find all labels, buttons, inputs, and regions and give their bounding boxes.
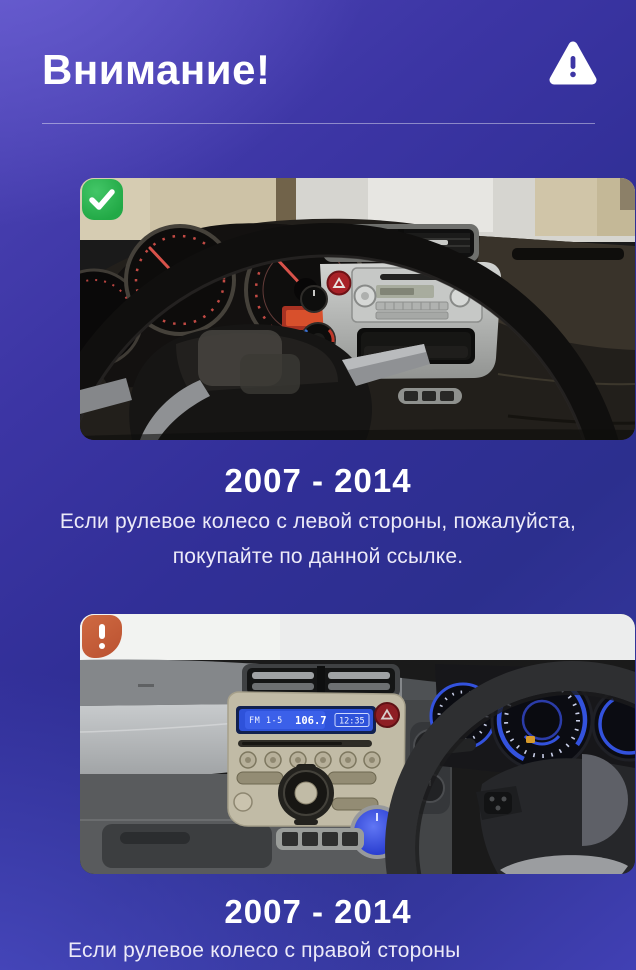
radio-lcd: [236, 706, 376, 734]
check-badge: [82, 179, 123, 220]
description-line: покупайте по данной ссылке.: [172, 545, 464, 568]
lower-buttons: [276, 828, 364, 850]
divider: [42, 123, 595, 124]
dashboard-photo-rhd: [80, 614, 635, 874]
description-line: Если рулевое колесо с левой стороны, пожалуйста,: [59, 510, 577, 533]
glovebox-tray: [102, 824, 272, 868]
description-rhd: [0, 933, 636, 968]
ac-buttons: [398, 388, 462, 404]
description-line: Если рулевое колесо с правой стороны: [68, 939, 461, 962]
exclamation-icon-dot: [99, 643, 105, 649]
exclamation-icon: [99, 624, 105, 639]
lcd-clock: 12:35: [339, 716, 365, 727]
lhd-dashboard-illustration: [80, 178, 635, 440]
rhd-dashboard-illustration: [80, 614, 635, 874]
hazard-button: [328, 272, 351, 295]
description-lhd: [0, 504, 636, 574]
windshield-background: [80, 614, 635, 660]
year-range: 2007 - 2014: [224, 893, 412, 930]
lcd-band: FM 1-5: [249, 716, 283, 726]
page-title: Внимание!: [42, 46, 271, 93]
hazard-button: [375, 703, 399, 727]
lcd-frequency: 106.7: [295, 715, 327, 727]
year-range: 2007 - 2014: [224, 462, 412, 499]
dashboard-photo-lhd: [80, 178, 635, 440]
warning-triangle-icon: [549, 40, 597, 87]
check-icon: [82, 179, 123, 220]
